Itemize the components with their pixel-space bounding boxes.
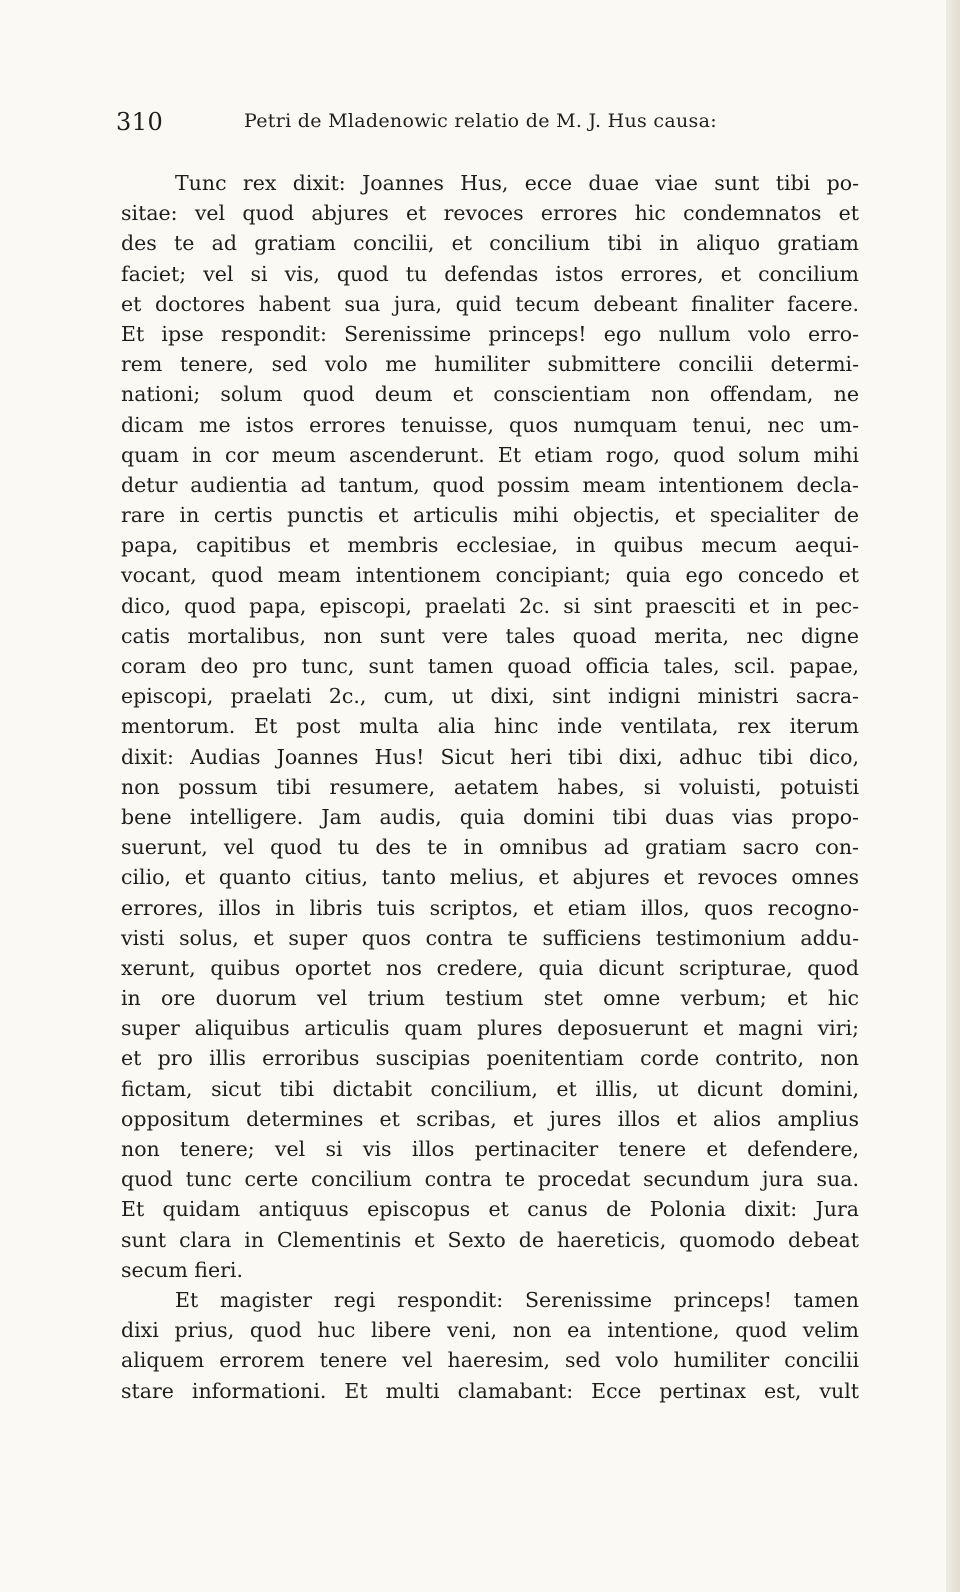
text-line: rare in certis punctis et articulis mihi objectis, et specialiter de [121,503,859,528]
paragraph [121,1285,859,1406]
text-line: stare informationi. Et multi clamabant: Ecce pertinax est, vult [121,1378,859,1403]
text-line: et pro illis erroribus suscipias poenitentiam corde contrito, non [121,1046,859,1071]
text-line: aliquem errorem tenere vel haeresim, sed volo humiliter concilii [121,1348,859,1373]
text-line: et doctores habent sua jura, quid tecum debeant finaliter facere. [121,291,859,316]
text-line: catis mortalibus, non sunt vere tales quoad merita, nec digne [121,623,859,648]
text-line: mentorum. Et post multa alia hinc inde ventilata, rex iterum [121,714,859,739]
text-line: cilio, et quanto citius, tanto melius, et abjures et revoces omnes [121,865,859,890]
text-line: des te ad gratiam concilii, et concilium tibi in aliquo gratiam [121,231,859,256]
text-line: suerunt, vel quod tu des te in omnibus ad gratiam sacro con- [121,835,859,860]
text-line: episcopi, praelati 2c., cum, ut dixi, sint indigni ministri sacra- [121,684,859,709]
text-line: Et magister regi respondit: Serenissime princeps! tamen [175,1287,859,1312]
text-line: sitae: vel quod abjures et revoces errores hic condemnatos et [121,201,859,226]
page-header [116,108,876,138]
text-line: non tenere; vel si vis illos pertinaciter tenere et defendere, [121,1137,859,1161]
text-line: super aliquibus articulis quam plures deposuerunt et magni viri; [121,1016,859,1041]
text-line: oppositum determines et scribas, et jures illos et alios amplius [121,1106,859,1131]
text-line: coram deo pro tunc, sunt tamen quoad officia tales, scil. papae, [121,654,859,678]
text-line: nationi; solum quod deum et conscientiam non offendam, ne [121,382,859,407]
text-line: errores, illos in libris tuis scriptos, et etiam illos, quos recogno- [121,895,859,920]
text-line: vocant, quod meam intentionem concipiant; quia ego concedo et [121,563,859,588]
text-line: Tunc rex dixit: Joannes Hus, ecce duae viae sunt tibi po- [175,171,859,195]
text-line: in ore duorum vel trium testium stet omne verbum; et hic [121,986,859,1011]
text-line: quam in cor meum ascenderunt. Et etiam rogo, quod solum mihi [121,442,859,467]
text-line: papa, capitibus et membris ecclesiae, in quibus mecum aequi- [121,533,859,558]
text-line: xerunt, quibus oportet nos credere, quia dicunt scripturae, quod [121,955,859,980]
page-edge [946,0,960,1592]
body-text [121,168,859,1406]
text-line: detur audientia ad tantum, quod possim meam intentionem decla- [121,472,859,497]
text-line: sunt clara in Clementinis et Sexto de haereticis, quomodo debeat [121,1227,859,1252]
page-number: 310 [116,108,164,136]
text-line: rem tenere, sed volo me humiliter submittere concilii determi- [121,352,859,377]
text-line: Et quidam antiquus episcopus et canus de Polonia dixit: Jura [121,1197,859,1222]
text-line: Et ipse respondit: Serenissime princeps! ego nullum volo erro- [121,321,859,346]
text-line: dico, quod papa, episcopi, praelati 2c. si sint praesciti et in pec- [121,593,859,618]
text-line: faciet; vel si vis, quod tu defendas istos errores, et concilium [121,261,859,286]
text-line: dixit: Audias Joannes Hus! Sicut heri tibi dixi, adhuc tibi dico, [121,744,859,769]
text-line: dixi prius, quod huc libere veni, non ea intentione, quod velim [121,1318,859,1343]
text-line: secum fieri. [121,1257,243,1282]
text-line: fictam, sicut tibi dictabit concilium, et illis, ut dicunt domini, [121,1076,859,1101]
paragraph [121,168,859,1285]
text-line: dicam me istos errores tenuisse, quos numquam tenui, nec um- [121,412,859,437]
text-line: visti solus, et super quos contra te sufficiens testimonium addu- [121,925,859,950]
text-line: bene intelligere. Jam audis, quia domini tibi duas vias propo- [121,804,859,829]
text-line: non possum tibi resumere, aetatem habes, si voluisti, potuisti [121,774,859,799]
running-head: Petri de Mladenowic relatio de M. J. Hus causa: [244,110,717,132]
text-line: quod tunc certe concilium contra te procedat secundum jura sua. [121,1167,859,1192]
